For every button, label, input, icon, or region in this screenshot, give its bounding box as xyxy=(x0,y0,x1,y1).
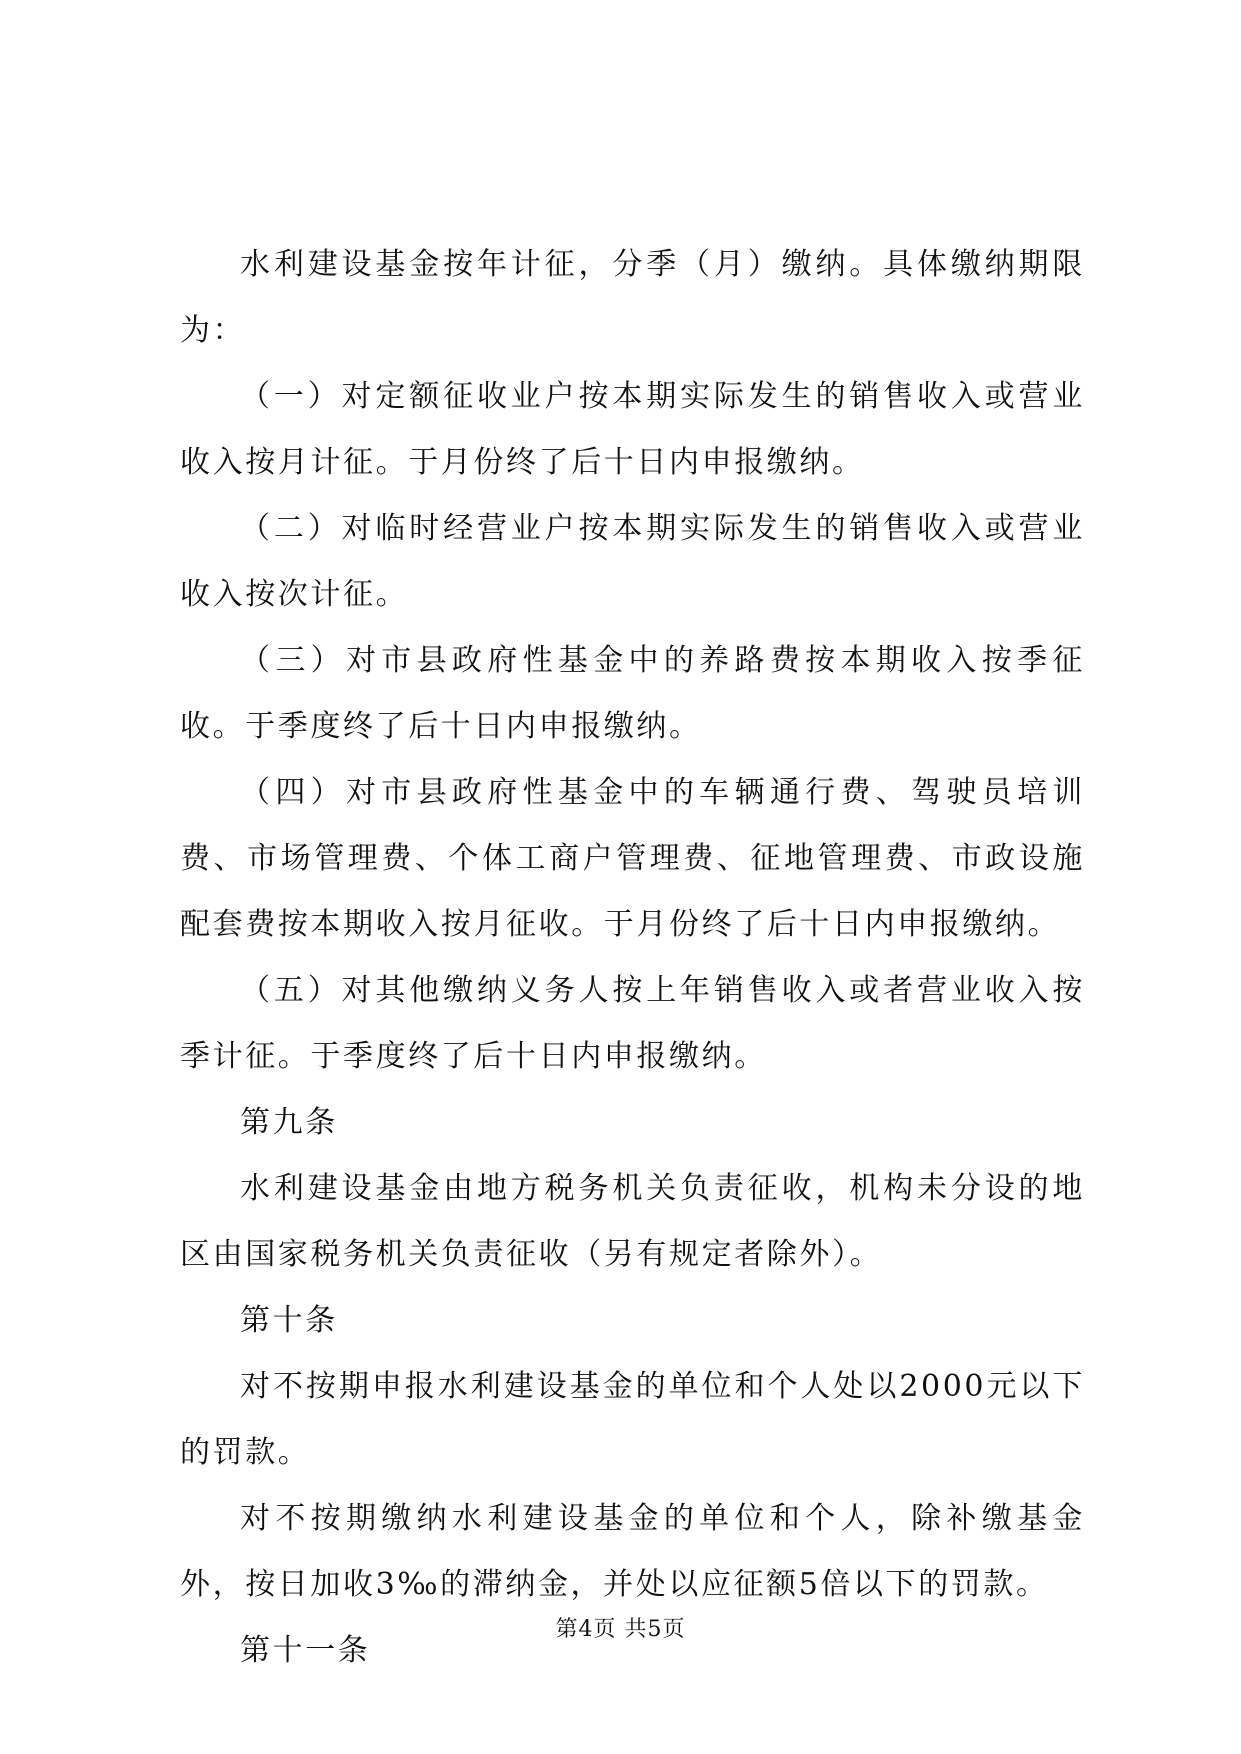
paragraph-item-1: （一）对定额征收业户按本期实际发生的销售收入或营业收入按月计征。于月份终了后十日内申报缴纳。 xyxy=(180,379,1085,480)
article-heading-9: 第九条 xyxy=(240,1105,338,1140)
document-body xyxy=(180,232,1085,1684)
article-heading-11: 第十一条 xyxy=(240,1633,371,1668)
paragraph-payment-period: 水利建设基金按年计征，分季（月）缴纳。具体缴纳期限为： xyxy=(180,247,1085,348)
article-heading-10: 第十条 xyxy=(240,1303,338,1338)
paragraph-article-10-b: 对不按期缴纳水利建设基金的单位和个人，除补缴基金外，按日加收3‰的滞纳金，并处以应征额5倍以下的罚款。 xyxy=(180,1501,1085,1602)
paragraph-item-4: （四）对市县政府性基金中的车辆通行费、驾驶员培训费、市场管理费、个体工商户管理费、征地管理费、市政设施配套费按本期收入按月征收。于月份终了后十日内申报缴纳。 xyxy=(180,775,1085,942)
paragraph-item-2: （二）对临时经营业户按本期实际发生的销售收入或营业收入按次计征。 xyxy=(180,511,1085,612)
paragraph-item-5: （五）对其他缴纳义务人按上年销售收入或者营业收入按季计征。于季度终了后十日内申报缴纳。 xyxy=(180,973,1085,1074)
page-footer: 第4页 共5页 xyxy=(555,1617,686,1642)
paragraph-article-9: 水利建设基金由地方税务机关负责征收，机构未分设的地区由国家税务机关负责征收（另有规定者除外）。 xyxy=(180,1171,1085,1272)
paragraph-article-10-a: 对不按期申报水利建设基金的单位和个人处以2000元以下的罚款。 xyxy=(180,1369,1085,1470)
paragraph-item-3: （三）对市县政府性基金中的养路费按本期收入按季征收。于季度终了后十日内申报缴纳。 xyxy=(180,643,1085,744)
